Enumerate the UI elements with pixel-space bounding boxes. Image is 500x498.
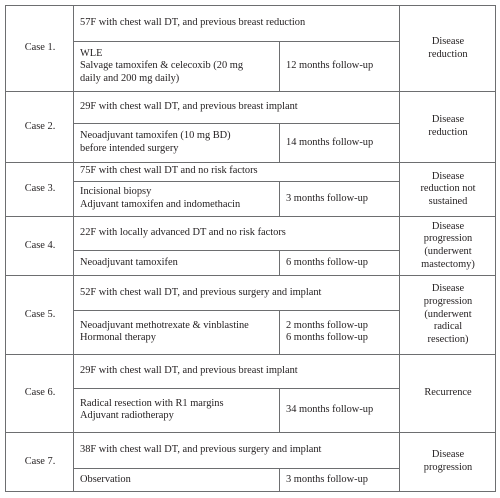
case-6-description: 29F with chest wall DT, and previous breast implant (74, 355, 400, 389)
case-5-treatment-line: Neoadjuvant methotrexate & vinblastine (80, 319, 249, 331)
case-4-description: 22F with locally advanced DT and no risk factors (74, 217, 400, 251)
case-3-followup (280, 181, 400, 217)
case-2-treatment-line: Neoadjuvant tamoxifen (10 mg BD) (80, 130, 231, 142)
case-2-outcome-line: reduction (428, 127, 468, 139)
case-1-treatment (74, 41, 280, 92)
case-2-label: Case 2. (6, 92, 74, 163)
case-2-treatment (74, 123, 280, 162)
case-5-treatment-line: Hormonal therapy (80, 332, 156, 344)
case-4-followup (280, 251, 400, 276)
case-7-description: 38F with chest wall DT, and previous surgery and implant (74, 432, 400, 468)
case-5-followup-line: 6 months follow-up (286, 332, 368, 344)
case-2-description: 29F with chest wall DT, and previous breast implant (74, 92, 400, 124)
case-2-treatment-line: before intended surgery (80, 142, 179, 154)
case-4-outcome (400, 217, 496, 276)
case-4-label: Case 4. (6, 217, 74, 276)
case-5-outcome (400, 276, 496, 355)
case-5-outcome-line: radical (433, 321, 463, 333)
case-3-label: Case 3. (6, 162, 74, 216)
case-7-followup (280, 468, 400, 491)
case-7-label: Case 7. (6, 432, 74, 491)
case-6-label: Case 6. (6, 355, 74, 433)
case-5-outcome-line: resection) (427, 334, 469, 346)
case-5-treatment (74, 310, 280, 354)
case-6-outcome (400, 355, 496, 433)
case-1-treatment-line: Salvage tamoxifen & celecoxib (20 mg (80, 60, 244, 72)
case-6-followup (280, 388, 400, 432)
case-5-description-row (6, 276, 496, 311)
case-2-outcome (400, 92, 496, 163)
case-4-treatment (74, 251, 280, 276)
case-table-body (6, 6, 496, 492)
case-6-treatment-line: Radical resection with R1 margins (80, 397, 224, 409)
case-4-treatment-line: Neoadjuvant tamoxifen (80, 256, 178, 268)
case-3-outcome-line: reduction not (420, 183, 476, 195)
case-4-outcome-line: Disease (431, 220, 465, 232)
case-1-followup (280, 41, 400, 92)
case-4-outcome-line: progression (423, 233, 473, 245)
case-1-label: Case 1. (6, 6, 74, 92)
case-3-treatment (74, 181, 280, 217)
case-5-outcome-line: progression (423, 295, 473, 307)
case-1-followup-line: 12 months follow-up (286, 60, 374, 72)
case-3-outcome (400, 162, 496, 216)
case-5-outcome-line: Disease (431, 283, 465, 295)
case-7-outcome-line: Disease (431, 449, 465, 461)
case-4-outcome-line: mastectomy) (421, 258, 475, 270)
case-7-treatment-line: Observation (80, 473, 131, 485)
case-2-followup-line: 14 months follow-up (286, 136, 374, 148)
case-1-treatment-line: daily and 200 mg daily) (80, 72, 180, 84)
case-3-outcome-line: Disease (431, 170, 465, 182)
case-4-description-row (6, 217, 496, 251)
case-7-description-row (6, 432, 496, 468)
case-table (5, 5, 496, 492)
case-1-treatment-line: WLE (80, 47, 103, 59)
case-1-description-row (6, 6, 496, 42)
case-7-followup-line: 3 months follow-up (286, 473, 368, 485)
case-6-followup-line: 34 months follow-up (286, 403, 374, 415)
case-1-description: 57F with chest wall DT, and previous breast reduction (74, 6, 400, 42)
case-6-treatment (74, 388, 280, 432)
case-1-outcome-line: Disease (431, 35, 465, 47)
case-3-description-row (6, 162, 496, 181)
case-5-followup (280, 310, 400, 354)
case-6-description-row (6, 355, 496, 389)
case-1-outcome-line: reduction (428, 48, 468, 60)
case-3-followup-line: 3 months follow-up (286, 192, 368, 204)
case-3-treatment-line: Incisional biopsy (80, 186, 152, 198)
case-6-outcome-line: Recurrence (424, 387, 472, 399)
case-7-treatment (74, 468, 280, 491)
case-7-outcome-line: progression (423, 461, 473, 473)
case-4-outcome-line: (underwent (424, 246, 472, 258)
case-5-label: Case 5. (6, 276, 74, 355)
case-7-outcome (400, 432, 496, 491)
case-5-description: 52F with chest wall DT, and previous surgery and implant (74, 276, 400, 311)
case-3-outcome-line: sustained (428, 195, 468, 207)
case-2-description-row (6, 92, 496, 124)
case-3-description: 75F with chest wall DT and no risk factors (74, 162, 400, 181)
case-4-followup-line: 6 months follow-up (286, 256, 368, 268)
case-5-outcome-line: (underwent (424, 308, 472, 320)
case-2-followup (280, 123, 400, 162)
case-6-treatment-line: Adjuvant radiotherapy (80, 410, 174, 422)
case-1-outcome (400, 6, 496, 92)
case-3-treatment-line: Adjuvant tamoxifen and indomethacin (80, 198, 241, 210)
case-5-followup-line: 2 months follow-up (286, 319, 368, 331)
case-2-outcome-line: Disease (431, 114, 465, 126)
